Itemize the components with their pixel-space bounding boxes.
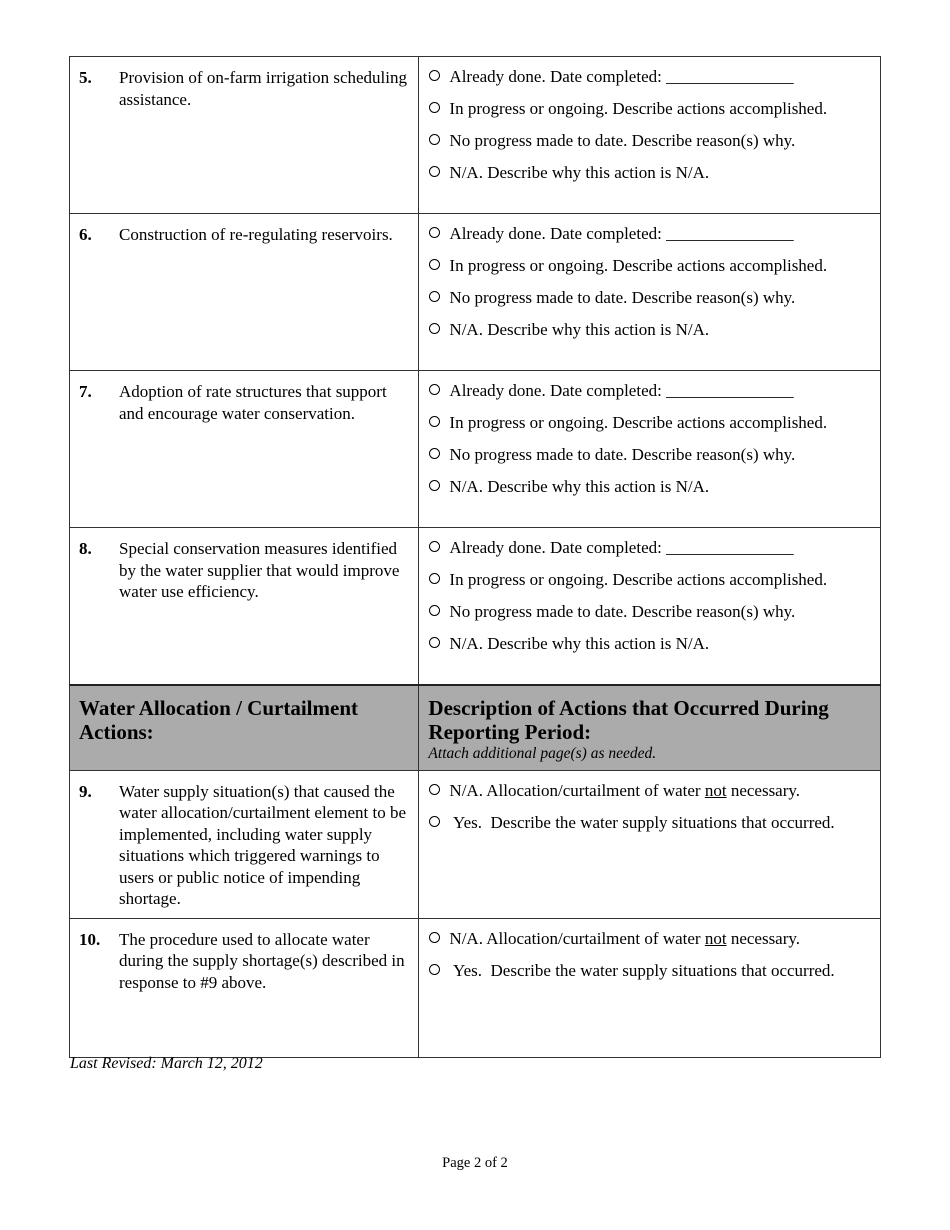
option-label: N/A. Allocation/curtailment of water not necessary. <box>449 928 801 948</box>
radio-button-icon[interactable] <box>429 932 440 943</box>
section-header-description: Description of Actions that Occurred During Reporting Period: <box>428 695 829 744</box>
option-label: No progress made to date. Describe reason(s) why. <box>449 602 796 621</box>
radio-button-icon[interactable] <box>429 605 440 616</box>
option-label: No progress made to date. Describe reason(s) why. <box>449 288 796 307</box>
radio-button-icon[interactable] <box>429 541 440 552</box>
radio-button-icon[interactable] <box>429 134 440 145</box>
radio-button-icon[interactable] <box>429 573 440 584</box>
radio-button-icon[interactable] <box>429 384 440 395</box>
option-already-done[interactable] <box>428 537 874 569</box>
item-description-cell <box>70 918 419 1057</box>
option-label: N/A. Describe why this action is N/A. <box>449 477 710 496</box>
option-yes[interactable] <box>428 960 874 992</box>
item-description-cell <box>70 770 419 918</box>
form-row-item-8 <box>70 528 881 685</box>
item-number: 6. <box>79 225 92 244</box>
option-na[interactable] <box>428 633 874 665</box>
radio-button-icon[interactable] <box>429 227 440 238</box>
option-label: In progress or ongoing. Describe actions accomplished. <box>449 413 828 432</box>
option-label: No progress made to date. Describe reason(s) why. <box>449 445 796 464</box>
item-description: Water supply situation(s) that caused the water allocation/curtailment element to be implemented, including water supply situations which triggered warnings to users or public notice of impending shortage. <box>119 781 406 908</box>
option-label: Yes. Describe the water supply situations that occurred. <box>449 960 835 980</box>
section-header-title: Water Allocation / Curtailment Actions: <box>79 695 358 744</box>
option-in-progress[interactable] <box>428 98 874 130</box>
option-in-progress[interactable] <box>428 412 874 444</box>
item-number: 9. <box>79 781 92 801</box>
item-options-cell <box>419 528 881 685</box>
option-in-progress[interactable] <box>428 255 874 287</box>
radio-button-icon[interactable] <box>429 964 440 975</box>
option-na[interactable] <box>428 319 874 351</box>
radio-button-icon[interactable] <box>429 102 440 113</box>
conservation-form-table <box>69 56 881 1058</box>
item-number: 5. <box>79 68 92 87</box>
item-description: Provision of on-farm irrigation scheduling assistance. <box>119 68 408 109</box>
form-row-item-7 <box>70 371 881 528</box>
radio-button-icon[interactable] <box>429 480 440 491</box>
section-header-left <box>70 685 419 771</box>
option-already-done[interactable] <box>428 66 874 98</box>
radio-button-icon[interactable] <box>429 166 440 177</box>
option-label: N/A. Allocation/curtailment of water not necessary. <box>449 780 801 800</box>
radio-button-icon[interactable] <box>429 816 440 827</box>
option-in-progress[interactable] <box>428 569 874 601</box>
item-number: 7. <box>79 382 92 401</box>
section-header-right <box>419 685 881 771</box>
radio-button-icon[interactable] <box>429 70 440 81</box>
item-options-cell <box>419 57 881 214</box>
option-label: In progress or ongoing. Describe actions accomplished. <box>449 570 828 589</box>
item-options-cell <box>419 770 881 918</box>
option-label: Already done. Date completed: _______________ <box>449 538 794 557</box>
radio-button-icon[interactable] <box>429 291 440 302</box>
item-description-cell <box>70 528 419 685</box>
radio-button-icon[interactable] <box>429 259 440 270</box>
option-label: N/A. Describe why this action is N/A. <box>449 163 710 182</box>
item-options-cell <box>419 214 881 371</box>
option-label: No progress made to date. Describe reason(s) why. <box>449 131 796 150</box>
option-label: Already done. Date completed: _______________ <box>449 67 794 86</box>
option-na[interactable] <box>428 162 874 194</box>
option-already-done[interactable] <box>428 223 874 255</box>
form-row-item-5 <box>70 57 881 214</box>
item-description: The procedure used to allocate water during the supply shortage(s) described in response to #9 above. <box>119 929 405 992</box>
option-label: In progress or ongoing. Describe actions accomplished. <box>449 256 828 275</box>
option-no-progress[interactable] <box>428 130 874 162</box>
option-label: Yes. Describe the water supply situations that occurred. <box>449 812 835 832</box>
item-description: Construction of re-regulating reservoirs. <box>119 225 393 244</box>
option-na[interactable] <box>428 928 874 960</box>
page-number: Page 2 of 2 <box>442 1155 508 1171</box>
form-row-item-9 <box>70 770 881 918</box>
item-description: Adoption of rate structures that support and encourage water conservation. <box>119 382 387 423</box>
item-number: 8. <box>79 539 92 558</box>
option-already-done[interactable] <box>428 380 874 412</box>
option-na[interactable] <box>428 476 874 508</box>
option-label: Already done. Date completed: _______________ <box>449 224 794 243</box>
form-row-item-10 <box>70 918 881 1057</box>
item-description-cell <box>70 214 419 371</box>
option-no-progress[interactable] <box>428 287 874 319</box>
option-label: Already done. Date completed: _______________ <box>449 381 794 400</box>
radio-button-icon[interactable] <box>429 416 440 427</box>
item-description: Special conservation measures identified by the water supplier that would improve water use efficiency. <box>119 539 400 601</box>
section-header-row <box>70 685 881 771</box>
last-revised-note: Last Revised: March 12, 2012 <box>70 1055 263 1072</box>
radio-button-icon[interactable] <box>429 637 440 648</box>
option-no-progress[interactable] <box>428 601 874 633</box>
item-description-cell <box>70 57 419 214</box>
option-no-progress[interactable] <box>428 444 874 476</box>
option-na[interactable] <box>428 780 874 812</box>
option-label: N/A. Describe why this action is N/A. <box>449 320 710 339</box>
option-label: N/A. Describe why this action is N/A. <box>449 634 710 653</box>
section-header-subnote: Attach additional page(s) as needed. <box>428 744 657 762</box>
radio-button-icon[interactable] <box>429 323 440 334</box>
item-options-cell <box>419 918 881 1057</box>
radio-button-icon[interactable] <box>429 448 440 459</box>
option-label: In progress or ongoing. Describe actions accomplished. <box>449 99 828 118</box>
radio-button-icon[interactable] <box>429 784 440 795</box>
item-number: 10. <box>79 929 101 949</box>
form-row-item-6 <box>70 214 881 371</box>
option-yes[interactable] <box>428 812 874 844</box>
item-description-cell <box>70 371 419 528</box>
item-options-cell <box>419 371 881 528</box>
